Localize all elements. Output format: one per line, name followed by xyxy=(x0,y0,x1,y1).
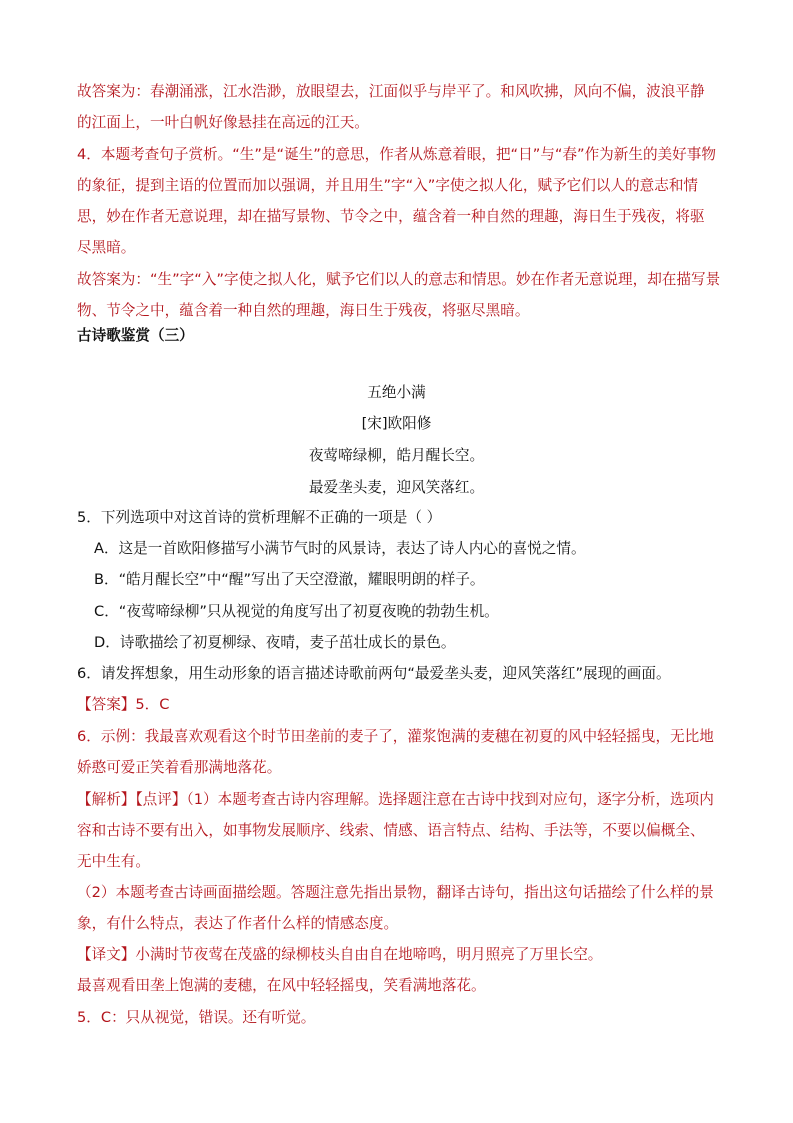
section-title: 古诗歌鉴赏（三） xyxy=(77,327,194,344)
analysis-label: 【解析】【点评】 xyxy=(77,791,187,808)
option-d: D．诗歌描绘了初夏柳绿、夜晴，麦子茁壮成长的景色。 xyxy=(94,634,456,651)
answer-label: 【答案】 xyxy=(77,696,136,713)
answer-line: 故答案为：春潮涌涨，江水浩渺，放眼望去，江面似乎与岸平了。和风吹拂，风向不偏，波浪平静 xyxy=(77,83,705,100)
answer-line xyxy=(77,695,727,715)
answer-line: 的江面上，一叶白帆好像悬挂在高远的江天。 xyxy=(77,114,369,131)
poem-line: 夜莺啼绿柳，皓月醒长空。 xyxy=(308,447,485,464)
analysis-line: 象，有什么特点，表达了作者什么样的情感态度。 xyxy=(77,915,399,932)
analysis-text: （1）本题考查古诗内容理解。选择题注意在古诗中找到对应句，逐字分析，选项内 xyxy=(186,791,714,808)
final-note: 5．C：只从视觉，错误。还有听觉。 xyxy=(77,1009,316,1026)
answer-line: 物、节令之中，蕴含着一种自然的理趣，海日生于残夜，将驱尽黑暗。 xyxy=(77,302,530,319)
answer-text: 5．C xyxy=(135,696,170,713)
analysis-line xyxy=(77,790,727,810)
poem-title: 五绝小满 xyxy=(367,384,426,401)
analysis-line: 无中生有。 xyxy=(77,853,150,870)
example-line: 娇憨可爱正笑着看那满地落花。 xyxy=(77,759,282,776)
poem-author: [宋]欧阳修 xyxy=(361,415,432,432)
analysis-line: 容和古诗不要有出入，如事物发展顺序、线索、情感、语言特点、结构、手法等，不要以偏概全、 xyxy=(77,822,705,839)
question-6-stem: 6．请发挥想象，用生动形象的语言描述诗歌前两句“最爱垄头麦，迎风笑落红”展现的画面。 xyxy=(77,665,671,682)
example-line: 6．示例：我最喜欢观看这个时节田垄前的麦子了，灌浆饱满的麦穗在初夏的风中轻轻摇曳，无比地 xyxy=(77,728,714,745)
analysis-line: 的象征，提到主语的位置而加以强调，并且用生”字“入”字使之拟人化，赋予它们以人的意志和情 xyxy=(77,177,699,194)
analysis-line: （2）本题考查古诗画面描绘题。答题注意先指出景物，翻译古诗句，指出这句话描绘了什么样的景 xyxy=(77,884,714,901)
analysis-line: 思，妙在作者无意说理，却在描写景物、节令之中，蕴含着一种自然的理趣，海日生于残夜，将驱 xyxy=(77,208,705,225)
analysis-line: 尽黑暗。 xyxy=(77,239,136,256)
option-c: C．“夜莺啼绿柳”只从视觉的角度写出了初夏夜晚的勃勃生机。 xyxy=(94,603,499,620)
question-5-stem: 5．下列选项中对这首诗的赏析理解不正确的一项是（ ） xyxy=(77,509,442,526)
option-a: A．这是一首欧阳修描写小满节气时的风景诗，表达了诗人内心的喜悦之情。 xyxy=(94,540,586,557)
translation-line: 最喜观看田垄上饱满的麦穗，在风中轻轻摇曳，笑看满地落花。 xyxy=(77,977,486,994)
translation-text: 小满时节夜莺在茂盛的绿柳枝头自由自在地啼鸣，明月照亮了万里长空。 xyxy=(135,946,603,963)
option-b: B．“皓月醒长空”中“醒”写出了天空澄澈，耀眼明朗的样子。 xyxy=(94,571,485,588)
translation-line xyxy=(77,945,727,965)
answer-line: 故答案为：“生”字“入”字使之拟人化，赋予它们以人的意志和情思。妙在作者无意说理，却在描写景 xyxy=(77,271,721,288)
poem-line: 最爱垄头麦，迎风笑落红。 xyxy=(308,479,485,496)
analysis-line: 4．本题考查句子赏析。“生”是“诞生”的意思，作者从炼意着眼，把“日”与“春”作为新生的美好事物 xyxy=(77,146,716,163)
translation-label: 【译文】 xyxy=(77,946,136,963)
